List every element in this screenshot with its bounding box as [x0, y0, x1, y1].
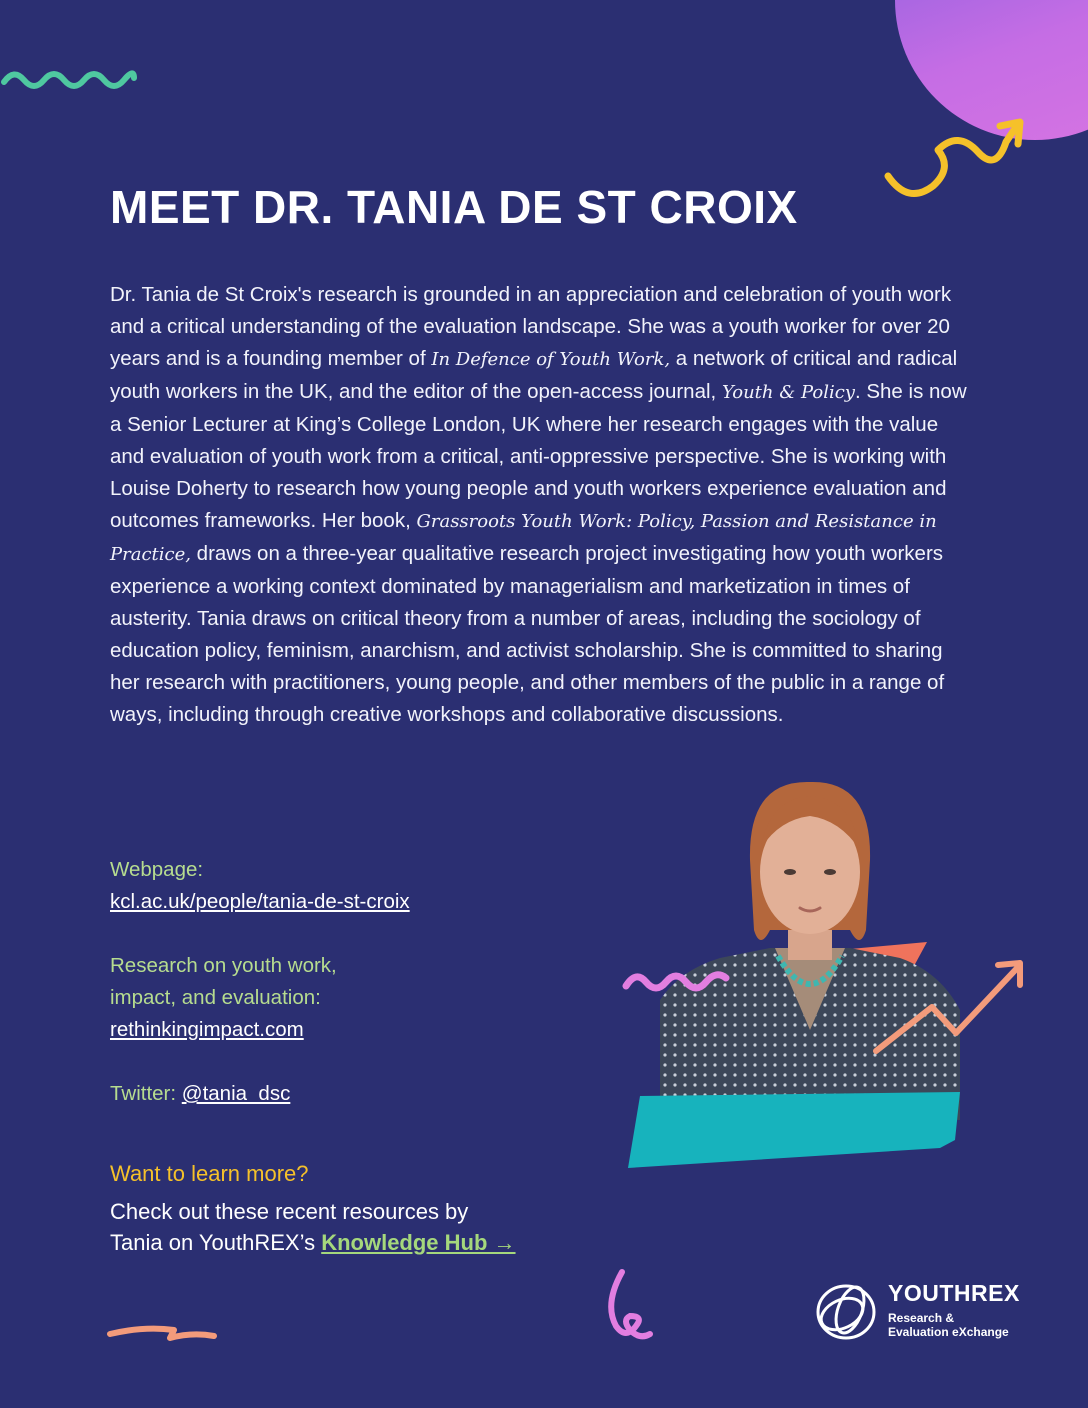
bio-italic-3: Grassroots Youth Work: Policy, Passion and Resistance in Practice,: [110, 511, 937, 565]
research-link[interactable]: rethinkingimpact.com: [110, 1018, 304, 1041]
bio-italic-2: Youth & Policy: [721, 382, 855, 403]
learn-more-question: Want to learn more?: [110, 1161, 309, 1186]
twitter-label: Twitter:: [110, 1082, 182, 1105]
learn-more-text: [110, 1196, 630, 1258]
bio-text-3: . She is now a Senior Lecturer at King’s College London, UK where her research engages with the value and evaluation of youth work from a critical, anti-oppressive perspective. She is working with Louise Doherty to research how young people and youth workers experience evaluation and outcomes frameworks. Her book,: [110, 380, 967, 532]
logo-subtitle-line-1: Research &: [888, 1311, 955, 1325]
bio-text-4: draws on a three-year qualitative research project investigating how youth workers experience a working context dominated by managerialism and marketization in times of austerity. Tania draws on critical theory from a number of areas, including the sociology of education policy, feminism, anarchism, and activist scholarship. She is committed to sharing her research with practitioners, young people, and other members of the public in a range of ways, including through creative workshops and collaborative discussions.: [110, 542, 945, 726]
logo-subtitle: [888, 1311, 1048, 1339]
bio-italic-1: In Defence of Youth Work,: [431, 349, 671, 370]
youthrex-globe-icon: [812, 1280, 880, 1344]
bio-text-1: Dr. Tania de St Croix's research is grounded in an appreciation and celebration of youth work and a critical understanding of the evaluation landscape. She was a youth worker for over 20 years and is a founding member of: [110, 283, 952, 370]
trend-arrow-decoration: [870, 955, 1030, 1065]
bio-text-2: a network of critical and radical youth workers in the UK, and the editor of the open-access journal,: [110, 347, 958, 403]
twitter-block: [110, 1078, 570, 1110]
contact-links: [110, 854, 570, 1142]
pink-curl-decoration: [600, 1264, 660, 1346]
coral-squiggle-decoration: [104, 1318, 224, 1348]
learn-more-line-2: Tania on YouthREX’s: [110, 1230, 322, 1255]
yellow-arrow-decoration: [878, 110, 1038, 220]
research-block: [110, 950, 570, 1046]
research-label-line-1: Research on youth work,: [110, 954, 337, 977]
knowledge-hub-link[interactable]: Knowledge Hub →: [321, 1230, 516, 1255]
page-title: MEET DR. TANIA DE ST CROIX: [110, 181, 798, 233]
webpage-label: Webpage:: [110, 858, 204, 881]
teal-brush-decoration: [620, 1092, 970, 1170]
learn-more-line-1: Check out these recent resources by: [110, 1199, 469, 1224]
logo-name: YOUTHREX: [888, 1280, 1020, 1306]
learn-more-section: [110, 1158, 630, 1258]
webpage-link[interactable]: kcl.ac.uk/people/tania-de-st-croix: [110, 890, 410, 913]
portrait-photo: [660, 780, 960, 1120]
portrait-collage: [620, 780, 1030, 1170]
webpage-block: [110, 854, 570, 918]
youthrex-logo: [812, 1280, 1042, 1344]
research-label-line-2: impact, and evaluation:: [110, 986, 321, 1009]
green-squiggle-decoration: [0, 60, 150, 100]
pink-squiggle-decoration: [620, 960, 750, 1000]
logo-subtitle-line-2: Evaluation eXchange: [888, 1325, 1009, 1339]
bio-paragraph: [110, 279, 972, 731]
twitter-link[interactable]: @tania_dsc: [181, 1082, 291, 1105]
